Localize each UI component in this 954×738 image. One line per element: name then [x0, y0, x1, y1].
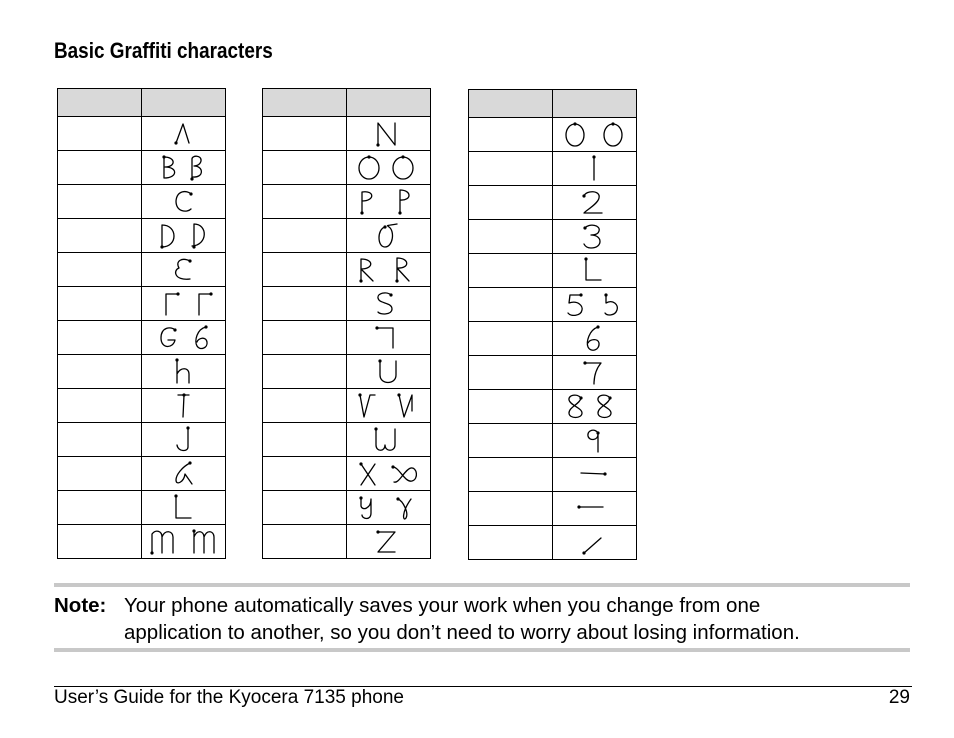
graffiti-X-glyph — [347, 457, 430, 490]
char-cell — [469, 492, 553, 526]
glyph-cell — [347, 151, 431, 185]
note-label: Note: — [54, 594, 107, 617]
glyph-cell — [142, 151, 226, 185]
header-cell — [347, 89, 431, 117]
graffiti-W-glyph — [347, 423, 430, 456]
graffiti-O-glyph — [347, 151, 430, 184]
graffiti-5-glyph — [553, 288, 636, 321]
header-cell — [263, 89, 347, 117]
graffiti-N-glyph — [347, 117, 430, 150]
char-cell — [58, 185, 142, 219]
char-cell — [263, 457, 347, 491]
glyph-cell — [142, 253, 226, 287]
glyph-cell — [142, 423, 226, 457]
char-cell — [58, 287, 142, 321]
glyph-cell — [347, 457, 431, 491]
graffiti-6-glyph — [553, 322, 636, 355]
graffiti-table-3 — [468, 89, 637, 560]
char-cell — [58, 525, 142, 559]
header-cell — [142, 89, 226, 117]
char-cell — [58, 423, 142, 457]
char-cell — [263, 117, 347, 151]
note-text — [124, 592, 924, 646]
char-cell — [263, 355, 347, 389]
glyph-cell — [347, 117, 431, 151]
glyph-cell — [347, 287, 431, 321]
char-cell — [58, 321, 142, 355]
char-cell — [469, 152, 553, 186]
char-cell — [263, 491, 347, 525]
graffiti-K-glyph — [142, 457, 225, 490]
glyph-cell — [347, 219, 431, 253]
graffiti-2-glyph — [553, 186, 636, 219]
graffiti-8-glyph — [553, 390, 636, 423]
glyph-cell — [553, 220, 637, 254]
char-cell — [469, 322, 553, 356]
char-cell — [469, 220, 553, 254]
glyph-cell — [142, 117, 226, 151]
graffiti-G-glyph — [142, 321, 225, 354]
char-cell — [263, 219, 347, 253]
glyph-cell — [142, 457, 226, 491]
glyph-cell — [553, 356, 637, 390]
note-top-rule — [54, 583, 910, 587]
glyph-cell — [553, 492, 637, 526]
graffiti-V-glyph — [347, 389, 430, 422]
glyph-cell — [347, 423, 431, 457]
header-cell — [553, 90, 637, 118]
char-cell — [469, 254, 553, 288]
graffiti-J-glyph — [142, 423, 225, 456]
char-cell — [469, 390, 553, 424]
char-cell — [263, 423, 347, 457]
graffiti-7-glyph — [553, 356, 636, 389]
glyph-cell — [142, 185, 226, 219]
graffiti-9-glyph — [553, 424, 636, 457]
char-cell — [469, 356, 553, 390]
glyph-cell — [553, 458, 637, 492]
graffiti-3-glyph — [553, 220, 636, 253]
glyph-cell — [142, 389, 226, 423]
char-cell — [469, 458, 553, 492]
footer-guide-title: User’s Guide for the Kyocera 7135 phone — [54, 687, 404, 708]
char-cell — [263, 389, 347, 423]
char-cell — [469, 186, 553, 220]
char-cell — [469, 526, 553, 560]
graffiti-E-glyph — [142, 253, 225, 286]
char-cell — [58, 219, 142, 253]
char-cell — [58, 151, 142, 185]
glyph-cell — [553, 254, 637, 288]
graffiti-H-glyph — [142, 355, 225, 388]
graffiti-C-glyph — [142, 185, 225, 218]
char-cell — [58, 389, 142, 423]
glyph-cell — [553, 118, 637, 152]
glyph-cell — [347, 389, 431, 423]
glyph-cell — [553, 526, 637, 560]
graffiti-0-glyph — [553, 118, 636, 151]
stroke-diagonal-icon — [553, 526, 636, 559]
graffiti-F-glyph — [142, 287, 225, 320]
char-cell — [469, 288, 553, 322]
graffiti-T-glyph — [347, 321, 430, 354]
stroke-right-icon — [553, 492, 636, 525]
note-line-1: Your phone automatically saves your work when you change from one — [124, 594, 761, 617]
char-cell — [58, 355, 142, 389]
graffiti-L-glyph — [142, 491, 225, 524]
char-cell — [469, 424, 553, 458]
graffiti-4-glyph — [553, 254, 636, 287]
header-cell — [469, 90, 553, 118]
glyph-cell — [553, 322, 637, 356]
graffiti-Z-glyph — [347, 525, 430, 558]
glyph-cell — [553, 186, 637, 220]
glyph-cell — [142, 525, 226, 559]
char-cell — [58, 117, 142, 151]
char-cell — [263, 287, 347, 321]
char-cell — [469, 118, 553, 152]
glyph-cell — [553, 288, 637, 322]
graffiti-table-2 — [262, 88, 431, 559]
char-cell — [58, 491, 142, 525]
glyph-cell — [142, 355, 226, 389]
graffiti-A-glyph — [142, 117, 225, 150]
graffiti-S-glyph — [347, 287, 430, 320]
graffiti-P-glyph — [347, 185, 430, 218]
glyph-cell — [347, 321, 431, 355]
header-cell — [58, 89, 142, 117]
note-bottom-rule — [54, 648, 910, 652]
glyph-cell — [347, 253, 431, 287]
graffiti-B-glyph — [142, 151, 225, 184]
glyph-cell — [553, 152, 637, 186]
glyph-cell — [142, 219, 226, 253]
note-line-2: application to another, so you don’t need to worry about losing information. — [124, 621, 800, 644]
glyph-cell — [553, 424, 637, 458]
glyph-cell — [347, 525, 431, 559]
char-cell — [263, 321, 347, 355]
glyph-cell — [347, 185, 431, 219]
page-number: 29 — [888, 687, 910, 708]
graffiti-Y-glyph — [347, 491, 430, 524]
char-cell — [263, 185, 347, 219]
glyph-cell — [347, 491, 431, 525]
char-cell — [58, 457, 142, 491]
graffiti-D-glyph — [142, 219, 225, 252]
graffiti-Q-glyph — [347, 219, 430, 252]
graffiti-U-glyph — [347, 355, 430, 388]
graffiti-1-glyph — [553, 152, 636, 185]
glyph-cell — [142, 287, 226, 321]
glyph-cell — [347, 355, 431, 389]
glyph-cell — [142, 321, 226, 355]
graffiti-M-glyph — [142, 525, 225, 558]
char-cell — [263, 151, 347, 185]
char-cell — [263, 253, 347, 287]
graffiti-table-1 — [57, 88, 226, 559]
char-cell — [263, 525, 347, 559]
graffiti-I-glyph — [142, 389, 225, 422]
glyph-cell — [553, 390, 637, 424]
glyph-cell — [142, 491, 226, 525]
graffiti-R-glyph — [347, 253, 430, 286]
page-title: Basic Graffiti characters — [54, 38, 273, 63]
char-cell — [58, 253, 142, 287]
stroke-left-icon — [553, 458, 636, 491]
